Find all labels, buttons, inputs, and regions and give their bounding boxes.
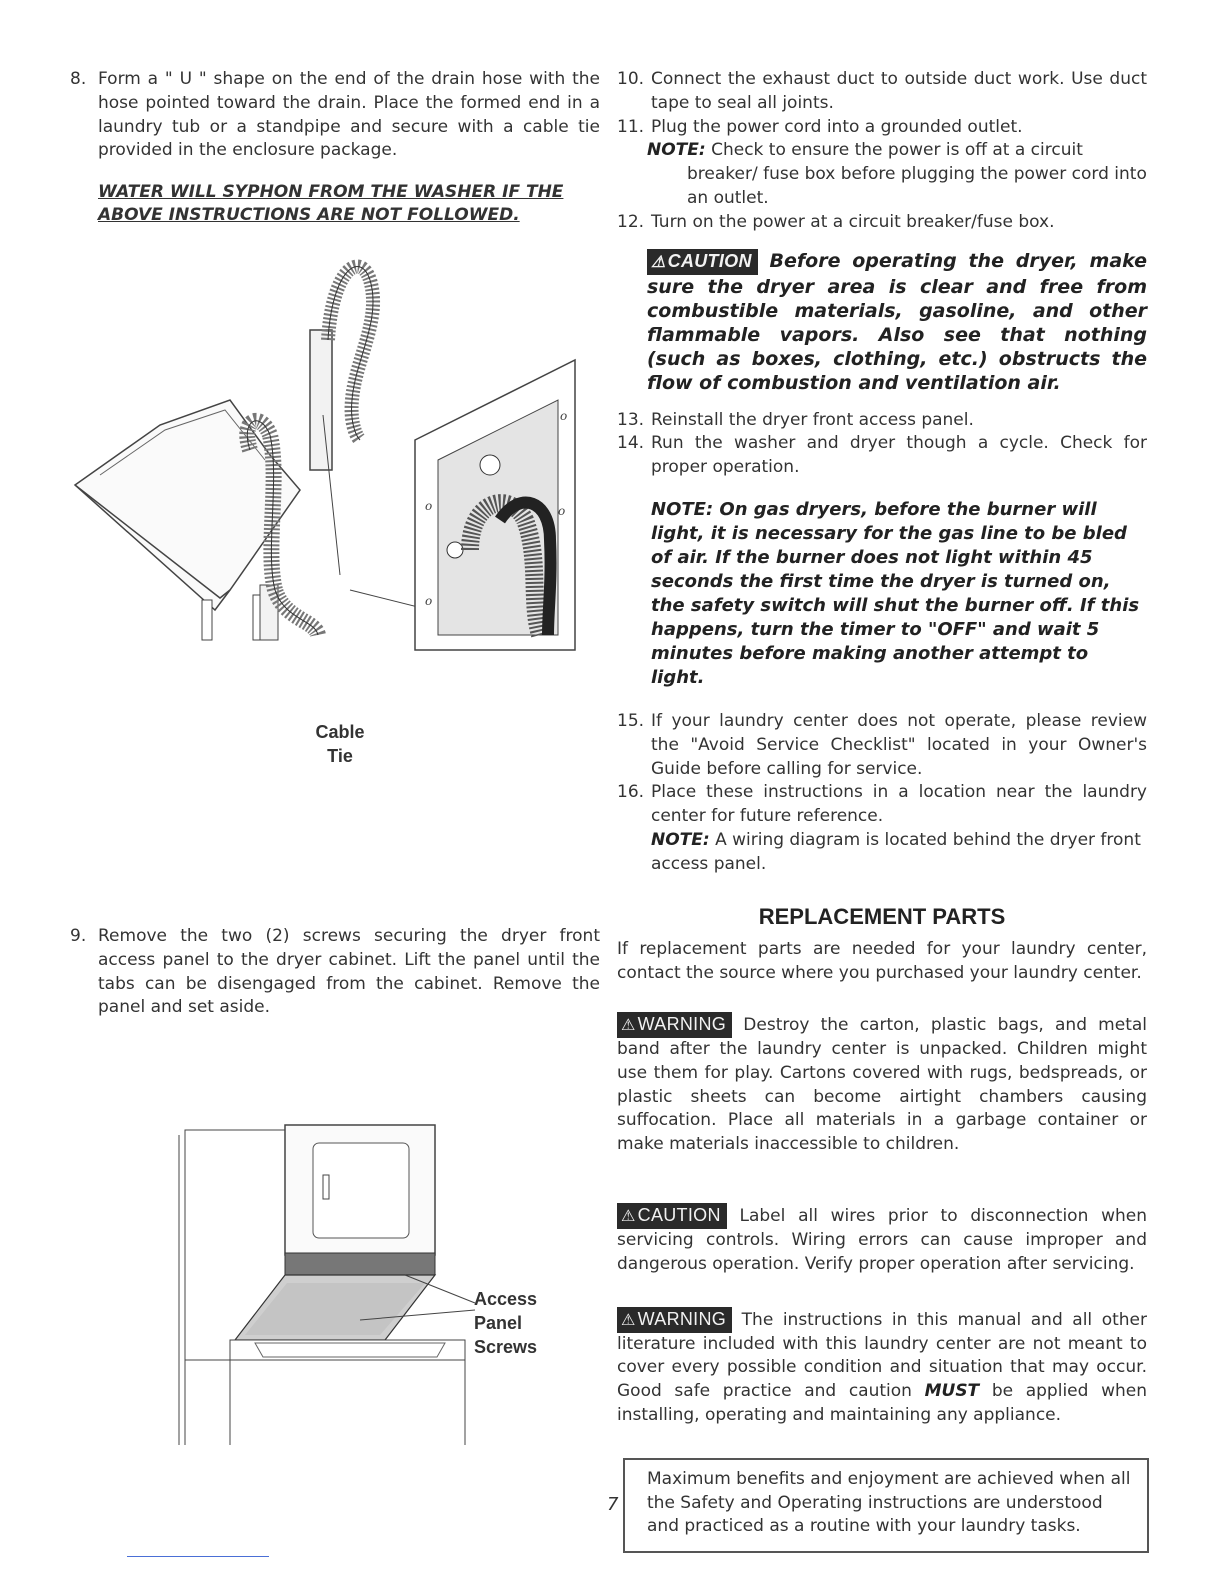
cable-label: Cable bbox=[315, 722, 365, 742]
step-11 bbox=[617, 116, 1147, 140]
bottom-rule bbox=[127, 1556, 269, 1557]
warning-text-after: be applied when installing, operating and maintaining any appliance. bbox=[617, 1381, 1147, 1425]
warning-block-1 bbox=[617, 1012, 1147, 1157]
step-14 bbox=[617, 432, 1147, 480]
warning-triangle-icon: ⚠ bbox=[621, 1016, 636, 1034]
left-column bbox=[70, 68, 600, 227]
step-text: Form a " U " shape on the end of the drain hose with the hose pointed toward the drain. Place the formed end in a laundry tub or a standpipe and secure with a cable tie provided in the enclosure package. bbox=[98, 69, 600, 161]
warning-block-2 bbox=[617, 1307, 1147, 1428]
note-label: NOTE: bbox=[647, 140, 706, 161]
warning-text: Destroy the carton, plastic bags, and metal band after the laundry center is unpacked. Children might use them for play. Cartons covered with rugs, bedspreads, or plastic sheets can become airtight chambers causing suffocation. Place all materials in a garbage container or make materials inaccessible to children. bbox=[617, 1014, 1148, 1155]
step-13 bbox=[617, 409, 1147, 433]
step-number: 9. bbox=[70, 926, 87, 946]
step-text: Place these instructions in a location near the laundry center for future reference. bbox=[651, 782, 1147, 827]
step-text: Plug the power cord into a grounded outlet. bbox=[651, 116, 1023, 137]
panel-label: Panel bbox=[474, 1313, 523, 1333]
step-number: 14. bbox=[617, 433, 645, 454]
must-emphasis: MUST bbox=[924, 1381, 980, 1402]
gas-dryer-note: NOTE: On gas dryers, before the burner will light, it is necessary for the gas line to be bled of air. If the burner does not light within 45 seconds the first time the dryer is turned on, the safety switch will shut the burner off. If this happens, turn the timer to "OFF" and wait 5 minutes before making another attempt to light. bbox=[651, 498, 1140, 688]
svg-text:o: o bbox=[560, 409, 568, 423]
step-number: 10. bbox=[617, 69, 645, 89]
warning-text-before: The instructions in this manual and all other literature included with this laundry center are not meant to cover every possible condition and situation that may occur. Good safe practice and caution bbox=[617, 1309, 1147, 1402]
step-text: Remove the two (2) screws securing the dryer front access panel to the dryer cabinet. Lift the panel until the tabs can be disengaged from the cabinet. Remove the panel and set aside. bbox=[98, 926, 600, 1018]
access-panel-screws-label bbox=[474, 1287, 546, 1359]
access-panel-illustration bbox=[175, 1115, 485, 1445]
cable-tie-label bbox=[300, 720, 380, 768]
caution-block-2 bbox=[617, 1203, 1147, 1277]
step-number: 8. bbox=[70, 69, 87, 89]
caution-text: Before operating the dryer, make sure the dryer area is clear and free from combustible materials, gasoline, and other flammable vapors. Also see that nothing (such as boxes, clothing, etc.) obstructs the flow of combustion and ventilation air. bbox=[647, 249, 1147, 394]
step-number: 11. bbox=[617, 116, 645, 137]
step-text: Connect the exhaust duct to outside duct work. Use duct tape to seal all joints. bbox=[651, 69, 1147, 113]
step-number: 13. bbox=[617, 409, 645, 430]
caution-text: Label all wires prior to disconnection when servicing controls. Wiring errors can cause improper and dangerous operation. Verify proper operation after servicing. bbox=[617, 1205, 1147, 1274]
access-label: Access bbox=[474, 1289, 538, 1309]
step-text: Reinstall the dryer front access panel. bbox=[651, 409, 974, 430]
svg-text:o: o bbox=[425, 499, 433, 513]
caution-badge: ⚠ CAUTION bbox=[617, 1203, 727, 1229]
page-number: 7 bbox=[607, 1494, 619, 1515]
caution-block-1 bbox=[647, 249, 1147, 395]
replacement-parts-heading: REPLACEMENT PARTS bbox=[758, 903, 1006, 929]
syphon-warning: WATER WILL SYPHON FROM THE WASHER IF THE ABOVE INSTRUCTIONS ARE NOT FOLLOWED. bbox=[98, 182, 564, 226]
step-16 bbox=[617, 781, 1147, 829]
step-9 bbox=[70, 925, 600, 1020]
warning-badge: ⚠ WARNING bbox=[617, 1307, 732, 1333]
svg-text:o: o bbox=[558, 504, 566, 518]
step-16-note bbox=[651, 829, 1147, 877]
warning-triangle-icon: ⚠ bbox=[621, 1311, 636, 1329]
step-11-note bbox=[647, 139, 1147, 210]
benefits-box bbox=[623, 1458, 1149, 1553]
step-text: Turn on the power at a circuit breaker/fuse box. bbox=[651, 211, 1055, 232]
step-text: If your laundry center does not operate, please review the "Avoid Service Checklist" located in your Owner's Guide before calling for service. bbox=[651, 710, 1147, 779]
caution-badge: ⚠ CAUTION bbox=[647, 249, 758, 275]
step-text: Run the washer and dryer though a cycle. Check for proper operation. bbox=[651, 433, 1147, 478]
step-number: 15. bbox=[617, 710, 645, 731]
note-text: A wiring diagram is located behind the dryer front access panel. bbox=[651, 829, 1141, 874]
step-number: 16. bbox=[617, 782, 645, 803]
step-9-block bbox=[70, 925, 600, 1020]
step-15 bbox=[617, 710, 1147, 781]
right-column bbox=[617, 68, 1147, 1553]
warning-badge: ⚠ WARNING bbox=[617, 1012, 732, 1038]
step-10 bbox=[617, 68, 1147, 116]
warning-triangle-icon: ⚠ bbox=[621, 1207, 636, 1225]
svg-text:o: o bbox=[425, 594, 433, 608]
drain-hose-illustration bbox=[70, 250, 590, 670]
step-12 bbox=[617, 211, 1147, 235]
warning-triangle-icon: ⚠ bbox=[651, 253, 666, 271]
screws-label: Screws bbox=[474, 1337, 538, 1357]
tie-label: Tie bbox=[327, 746, 353, 766]
benefits-text: Maximum benefits and enjoyment are achieved when all the Safety and Operating instructions are understood and practiced as a routine with your laundry tasks. bbox=[647, 1468, 1131, 1537]
note-text: Check to ensure the power is off at a circuit breaker/ fuse box before plugging the power cord into an outlet. bbox=[687, 140, 1147, 208]
step-number: 12. bbox=[617, 211, 645, 232]
note-label: NOTE: bbox=[651, 829, 710, 850]
replacement-text: If replacement parts are needed for your laundry center, contact the source where you purchased your laundry center. bbox=[617, 939, 1147, 984]
step-8 bbox=[70, 68, 600, 163]
